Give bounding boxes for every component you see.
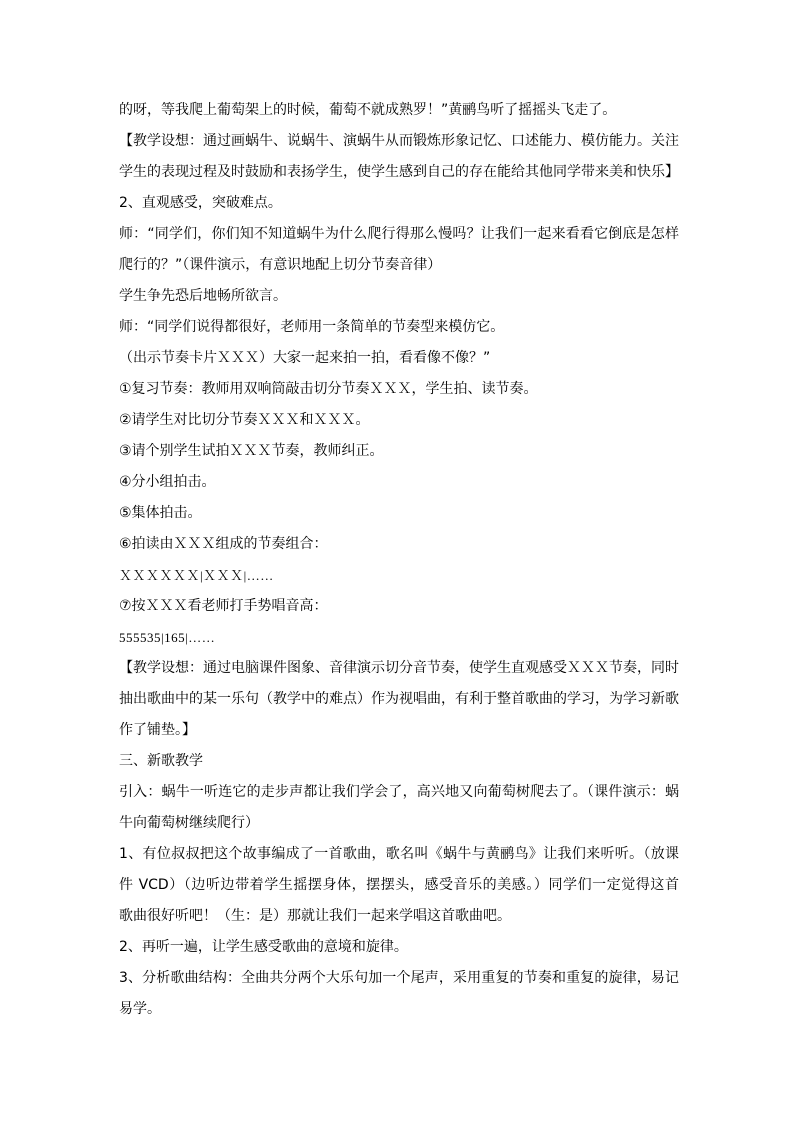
rhythm-notation: ＸＸＸＸＸＸ|ＸＸＸ|…… [119, 568, 274, 583]
list-item: ⑤集体拍击。 [119, 505, 202, 521]
paragraph-line: 作了铺垫。】 [119, 722, 196, 738]
paragraph-line: 引入：蜗牛一听连它的走步声都让我们学会了，高兴地又向葡萄树爬去了。（课件演示：蜗 [119, 784, 679, 800]
paragraph-line: 【教学设想：通过电脑课件图象、音律演示切分音节奏，使学生直观感受ＸＸＸ节奏，同时 [119, 660, 679, 676]
paragraph-line: 件 VCD）（边听边带着学生摇摆身体，摆摆头，感受音乐的美感。）同学们一定觉得这首 [119, 877, 679, 893]
list-item: ③请个别学生试拍ＸＸＸ节奏，教师纠正。 [119, 443, 384, 459]
paragraph-line: 的呀，等我爬上葡萄架上的时候，葡萄不就成熟罗！”黄鹂鸟听了摇摇头飞走了。 [119, 102, 617, 118]
paragraph-line: 易学。 [119, 1001, 161, 1017]
paragraph-line: 学生争先恐后地畅所欲言。 [119, 288, 287, 304]
paragraph-line: 爬行的？”（课件演示，有意识地配上切分节奏音律） [119, 257, 442, 273]
list-item: ②请学生对比切分节奏ＸＸＸ和ＸＸＸ。 [119, 412, 370, 428]
list-item: ⑦按ＸＸＸ看老师打手势唱音高： [119, 598, 328, 614]
paragraph-line: 师：“同学们，你们知不知道蜗牛为什么爬行得那么慢吗？让我们一起来看看它倒底是怎样 [119, 226, 679, 242]
paragraph-line: 3、分析歌曲结构：全曲共分两个大乐句加一个尾声，采用重复的节奏和重复的旋律，易记 [119, 970, 679, 986]
paragraph-line: 【教学设想：通过画蜗牛、说蜗牛、演蜗牛从而锻炼形象记忆、口述能力、模仿能力。关注 [119, 133, 679, 149]
paragraph-line: 2、再听一遍，让学生感受歌曲的意境和旋律。 [119, 939, 408, 955]
document-body [119, 98, 679, 1028]
list-item: ④分小组拍击。 [119, 474, 216, 490]
paragraph-line: 学生的表现过程及时鼓励和表扬学生，使学生感到自己的存在能给其他同学带来美和快乐】 [119, 164, 679, 180]
paragraph-line: 1、有位叔叔把这个故事编成了一首歌曲，歌名叫《蜗牛与黄鹂鸟》让我们来听听。（放课 [119, 846, 679, 862]
paragraph-line: 歌曲很好听吧！（生：是）那就让我们一起来学唱这首歌曲吧。 [119, 908, 511, 924]
paragraph-line: 师：“同学们说得都很好，老师用一条简单的节奏型来模仿它。 [119, 319, 505, 335]
paragraph-line: 抽出歌曲中的某一乐句（教学中的难点）作为视唱曲，有利于整首歌曲的学习，为学习新歌 [119, 691, 679, 707]
list-item: ①复习节奏：教师用双响筒敲击切分节奏ＸＸＸ，学生拍、读节奏。 [119, 381, 538, 397]
section-heading: 2、直观感受，突破难点。 [119, 195, 282, 211]
paragraph-line: 牛向葡萄树继续爬行） [119, 815, 259, 831]
section-heading: 三、新歌教学 [119, 753, 203, 769]
list-item: ⑥拍读由ＸＸＸ组成的节奏组合： [119, 536, 328, 552]
paragraph-line: （出示节奏卡片ＸＸＸ）大家一起来拍一拍，看看像不像？” [119, 350, 491, 366]
pitch-notation: 555535|165|…… [119, 630, 216, 645]
